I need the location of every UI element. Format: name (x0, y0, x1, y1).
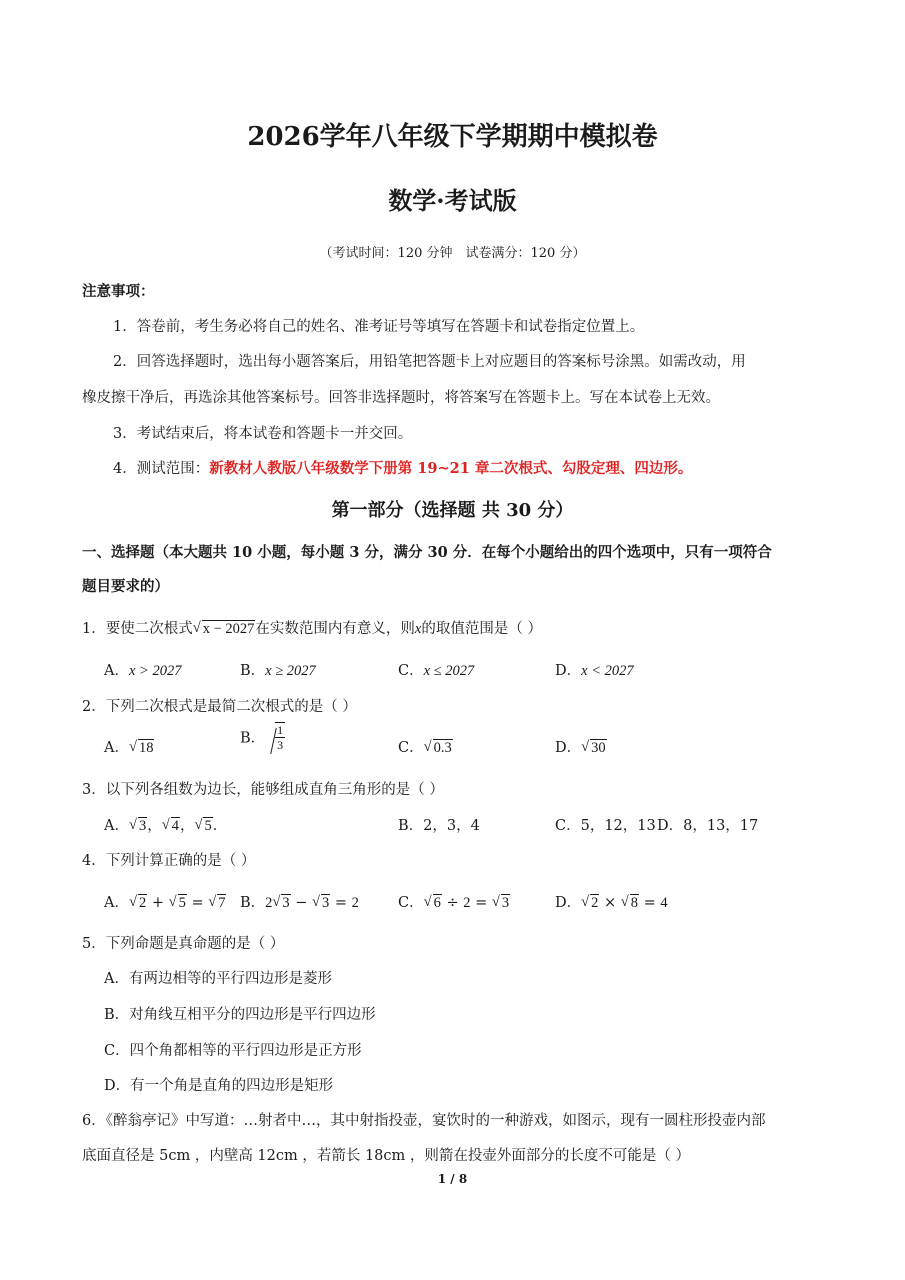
note-item-3: 3．考试结束后，将本试卷和答题卡一并交回。 (113, 426, 413, 442)
q5-option-c: C．四个角都相等的平行四边形是正方形 (104, 1043, 362, 1059)
q1-option-d: D．x < 2027 (555, 663, 634, 679)
q5-option-d: D．有一个角是直角的四边形是矩形 (104, 1078, 334, 1094)
note-item-4-label: 4．测试范围： (113, 461, 210, 477)
q2-option-b: B． $\frac{1}{3}$ (240, 723, 284, 752)
question-6-stem: 6．《醉翁亭记》中写道：…射者中…，其中射指投壶，宴饮时的一种游戏，如图示，现有一圆柱形投壶内部 (82, 1113, 766, 1129)
note-item-1: 1．答卷前，考生务必将自己的姓名、准考证号等填写在答题卡和试卷指定位置上。 (113, 319, 645, 335)
q1-option-b: B．x ≥ 2027 (240, 663, 316, 679)
q4-option-c: C．√ 6 ÷ 2 = √ 3 (398, 891, 510, 912)
section-intro-cont: 题目要求的） (82, 578, 169, 595)
question-3-stem: 3．以下列各组数为边长，能够组成直角三角形的是（ ） (82, 782, 444, 798)
q2-option-c: C．√ 0.3 (398, 736, 453, 757)
notes-heading: 注意事项： (82, 283, 155, 300)
note-item-2: 2．回答选择题时，选出每小题答案后，用铅笔把答题卡上对应题目的答案标号涂黑。如需改动，用 (113, 354, 746, 370)
exam-subtitle: 数学·考试版 (388, 186, 517, 215)
q4-option-a: A．√ 2 + √ 5 = √ 7 (104, 891, 226, 912)
q3-option-b: B．2，3，4 (398, 818, 480, 834)
page-number: 1 / 8 (437, 1172, 468, 1186)
note-item-4 (113, 457, 692, 478)
q4-option-b: B．2√ 3 − √ 3 = 2 (240, 891, 359, 912)
question-1-stem: 1．要使二次根式√ x − 2027在实数范围内有意义，则x的取值范围是（ ） (82, 617, 542, 638)
q1-option-c: C．x ≤ 2027 (398, 663, 475, 679)
q3-option-d: D．8，13，17 (657, 818, 759, 834)
q3-option-c: C．5，12，13 (555, 818, 656, 834)
test-scope: 新教材人教版八年级数学下册第 19~21 章二次根式、勾股定理、四边形。 (209, 460, 693, 477)
question-5-stem: 5．下列命题是真命题的是（ ） (82, 936, 285, 952)
q2-option-a: A．√ 18 (104, 736, 154, 757)
q1-option-a: A．x > 2027 (104, 663, 182, 679)
q4-option-d: D．√ 2 × √ 8 = 4 (555, 891, 668, 912)
q1-radical: √ x − 2027 (193, 621, 256, 638)
exam-title: 2026学年八年级下学期期中模拟卷 (247, 122, 658, 152)
q5-option-a: A．有两边相等的平行四边形是菱形 (104, 971, 332, 987)
q2-option-d: D．√ 30 (555, 736, 607, 757)
exam-info: （考试时间：120 分钟 试卷满分：120 分） (319, 246, 586, 261)
question-4-stem: 4．下列计算正确的是（ ） (82, 853, 256, 869)
note-item-2-cont: 橡皮擦干净后，再选涂其他答案标号。回答非选择题时，将答案写在答题卡上。写在本试卷上无效。 (82, 390, 720, 406)
q5-option-b: B．对角线互相平分的四边形是平行四边形 (104, 1007, 376, 1023)
section-intro: 一、选择题（本大题共 10 小题，每小题 3 分，满分 30 分．在每个小题给出的四个选项中，只有一项符合 (82, 544, 772, 561)
section-title: 第一部分（选择题 共 30 分） (331, 500, 574, 521)
q3-option-a: A．√ 3，√ 4，√ 5． (104, 814, 227, 835)
question-6-stem-cont: 底面直径是 5cm ，内壁高 12cm ，若箭长 18cm ，则箭在投壶外面部分的长度不可能是（ ） (82, 1148, 690, 1164)
question-2-stem: 2．下列二次根式是最简二次根式的是（ ） (82, 699, 357, 715)
